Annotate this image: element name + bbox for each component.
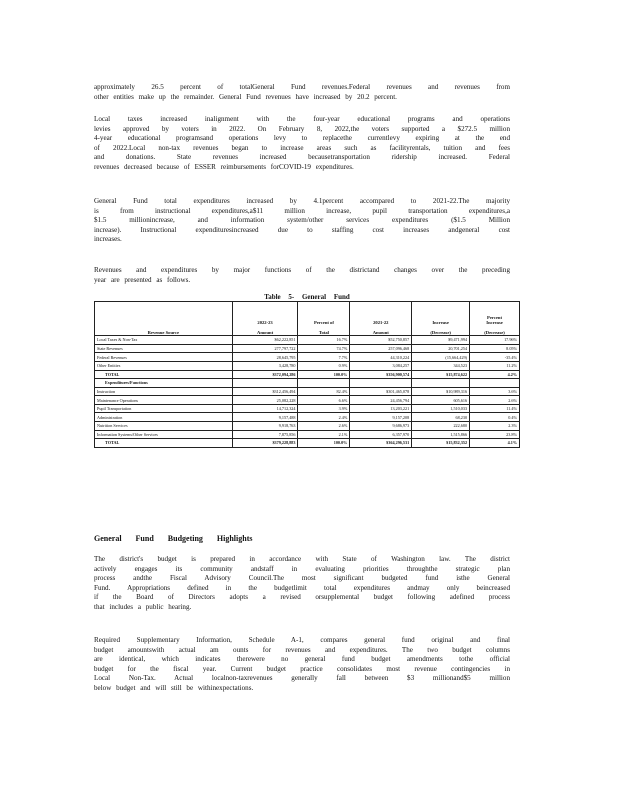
header-revenue-source: Revenue Source — [95, 302, 233, 336]
text-line: Revenues and expenditures by major functions of the districtand changes over the preceding — [94, 266, 510, 274]
table-cell: $62,222,851 — [232, 336, 298, 345]
table-cell: 6.6% — [298, 396, 350, 405]
text-line: levies approved by voters in 2022. On February 8, 2022,the voters supported a $272.5 million — [94, 124, 510, 133]
table-cell: 3,084,257 — [350, 361, 412, 370]
table-cell: 1,515,866 — [412, 430, 470, 439]
expenditure-rows — [95, 387, 520, 438]
table-cell: 11.2% — [470, 361, 520, 370]
paragraph-revenue-share — [94, 83, 510, 102]
table-cell: 9,157,488 — [232, 413, 298, 422]
text-line: process andthe Fiscal Advisory Council.The most significant budgeted fund isthe General — [94, 574, 510, 583]
general-fund-table — [94, 301, 520, 448]
table-cell: 8.05% — [470, 344, 520, 353]
table-cell: 0.4% — [470, 413, 520, 422]
table-row — [95, 404, 520, 413]
table-row — [95, 361, 520, 370]
table-cell: Pupil Transportation — [95, 404, 233, 413]
text-line: year are presented as follows. — [94, 275, 191, 284]
text-line: The district's budget is prepared in accordance with State of Washington law. The district — [94, 555, 510, 563]
table-cell: 14,712,324 — [232, 404, 298, 413]
table-cell: 4.2% — [470, 370, 520, 379]
table-cell: 9,157,208 — [350, 413, 412, 422]
table-title: Table 5- General Fund — [264, 293, 350, 301]
table-cell: Instruction — [95, 387, 233, 396]
table-cell: $379,228,883 — [232, 439, 298, 448]
table-cell: 25,082,228 — [232, 396, 298, 405]
header-percent-increase: Percent Increase (Decrease) — [470, 302, 520, 336]
table-cell: Nutrition Services — [95, 421, 233, 430]
text-line: is from instructional expenditures,a$11 million increase, pupil transportation expenditures,a — [94, 206, 510, 215]
table-cell: Maintenance Operations — [95, 396, 233, 405]
text-line: revenues decreased because of ESSER reimbursements forCOVID-19 expenditures. — [94, 162, 354, 171]
table-cell: 3.9% — [298, 404, 350, 413]
table-cell: $9,471,994 — [412, 336, 470, 345]
table-cell: 100.0% — [298, 370, 350, 379]
table-header-row — [95, 302, 520, 336]
text-line: approximately 26.5 percent of totalGeneral Fund revenues.Federal revenues and revenues from — [94, 83, 510, 91]
table-row — [95, 344, 520, 353]
table-cell: 44,310,224 — [350, 353, 412, 362]
table-cell: Administration — [95, 413, 233, 422]
text-line: Required Supplementary Information, Schedule A-1, compares general fund original and final — [94, 636, 510, 644]
table-cell: $52,750,857 — [350, 336, 412, 345]
paragraph-supplementary-info — [94, 636, 510, 694]
text-line: Local Non-Tax. Actual localnon-taxrevenues generally fall between $3 millionand$5 million — [94, 674, 510, 683]
table-cell: 257,096,468 — [350, 344, 412, 353]
table-cell: 4.1% — [470, 439, 520, 448]
expenditure-total-row — [95, 439, 520, 448]
table-cell: $372,094,286 — [232, 370, 298, 379]
text-line: of 2022.Local non-tax revenues began to increase areas such as facilityrentals, tuition and fees — [94, 143, 510, 152]
table-cell: Federal Revenues — [95, 353, 233, 362]
text-line: 4-year educational programsand operations levy to replacethe currentlevy expiring at the end — [94, 134, 510, 143]
table-cell: 1,510,033 — [412, 404, 470, 413]
table-cell: Expenditures/Functions — [95, 379, 233, 388]
text-line: budget amountswith actual am ounts for revenues and expenditures. The two budget columns — [94, 645, 510, 654]
section-heading: General Fund Budgeting Highlights — [94, 534, 253, 543]
table-cell: 6,357,970 — [350, 430, 412, 439]
text-line: below budget and will still be withinexpectations. — [94, 683, 254, 692]
table-row — [95, 430, 520, 439]
text-line: that includes a public hearing. — [94, 602, 192, 611]
table-cell: 11.4% — [470, 404, 520, 413]
table-cell: $356,900,574 — [350, 370, 412, 379]
table-cell: 28,645,795 — [232, 353, 298, 362]
table-row — [95, 387, 520, 396]
table-cell: Local Taxes & Non-Tax — [95, 336, 233, 345]
text-line: increases. — [94, 235, 122, 244]
expenditure-section-row — [95, 379, 520, 388]
table-cell: 3.6% — [470, 387, 520, 396]
table-cell: Information Systems/Other Services — [95, 430, 233, 439]
table-cell: 2.6% — [298, 421, 350, 430]
text-line: other entities make up the remainder. General Fund revenues have increased by 20.2 percent. — [94, 92, 397, 101]
revenue-rows — [95, 336, 520, 370]
table-row — [95, 396, 520, 405]
text-line: are identical, which indicates therewere no general fund budget amendments tothe official — [94, 655, 510, 664]
table-cell: 23.8% — [470, 430, 520, 439]
table-row — [95, 336, 520, 345]
text-line: actively engages its community andstaff in evaluating priorities throughthe strategic plan — [94, 564, 510, 573]
table-cell: 222,680 — [412, 421, 470, 430]
text-line: General Fund total expenditures increased by 4.1percent accompared to 2021-22.The majority — [94, 197, 510, 205]
table-cell: 2.6% — [470, 396, 520, 405]
paragraph-local-taxes — [94, 115, 510, 173]
table-cell: 2.1% — [298, 430, 350, 439]
text-line: increase). Instructional expendituresincreased due to staffing cost increases andgeneral cost — [94, 225, 510, 234]
header-2021-22: 2021-22 Amount — [350, 302, 412, 336]
table-row — [95, 353, 520, 362]
table-cell: 16.7% — [298, 336, 350, 345]
paragraph-functions-intro — [94, 266, 510, 285]
text-line: Fund. Appropriations defined in the budgetlimit total expenditures andmay only beincreased — [94, 583, 510, 592]
table-cell: 17.96% — [470, 336, 520, 345]
table-cell: 605,616 — [412, 396, 470, 405]
text-line: $1.5 millionincrease, and information system/other services expenditures ($1.5 Million — [94, 216, 510, 225]
table-row — [95, 421, 520, 430]
table-cell: TOTAL — [95, 439, 233, 448]
revenue-total-row — [95, 370, 520, 379]
text-line: and donations. State revenues increased becausetransportation ridership increased. Federal — [94, 153, 510, 162]
table-cell: $364,296,531 — [350, 439, 412, 448]
table-cell: 24,456,794 — [350, 396, 412, 405]
table-cell: 82.4% — [298, 387, 350, 396]
table-cell: 13,203,221 — [350, 404, 412, 413]
table-cell: 277,797,722 — [232, 344, 298, 353]
table-cell: 0.9% — [298, 361, 350, 370]
table-cell: 2.4% — [298, 413, 350, 422]
table-cell: 9,918,763 — [232, 421, 298, 430]
table-cell: $15,832,352 — [412, 439, 470, 448]
text-line: budget for the fiscal year. Current budget practice consolidates most revenue contingencies in — [94, 664, 510, 673]
table-cell: $312,456,494 — [232, 387, 298, 396]
table-cell: 100.0% — [298, 439, 350, 448]
table-cell: $301,465,078 — [350, 387, 412, 396]
table-cell: Other Entities — [95, 361, 233, 370]
table-cell: 7,875,856 — [232, 430, 298, 439]
table-cell: 74.7% — [298, 344, 350, 353]
text-line: Local taxes increased inalignment with the four-year educational programs and operations — [94, 115, 510, 123]
paragraph-budget-process — [94, 555, 510, 613]
table-cell: $10,989,316 — [412, 387, 470, 396]
table-cell: State Revenues — [95, 344, 233, 353]
header-increase: Increase (Decrease) — [412, 302, 470, 336]
table-cell: 7.7% — [298, 353, 350, 362]
table-cell: 9,686,973 — [350, 421, 412, 430]
table-cell: 3,428,780 — [232, 361, 298, 370]
table-cell: 2.3% — [470, 421, 520, 430]
table-cell: 68,230 — [412, 413, 470, 422]
header-2022-23: 2022-23 Amount — [232, 302, 298, 336]
table-cell: $15,874,622 — [412, 370, 470, 379]
header-percent-total: Percent of Total — [298, 302, 350, 336]
table-cell: 344,523 — [412, 361, 470, 370]
text-line: if the Board of Directors adopts a revised orsupplemental budget following adefined process — [94, 593, 510, 602]
table-cell: -35.4% — [470, 353, 520, 362]
paragraph-expenditures — [94, 197, 510, 245]
table-row — [95, 413, 520, 422]
table-cell: (15,664,429) — [412, 353, 470, 362]
table-cell: 20,701,254 — [412, 344, 470, 353]
table-cell: TOTAL — [95, 370, 233, 379]
